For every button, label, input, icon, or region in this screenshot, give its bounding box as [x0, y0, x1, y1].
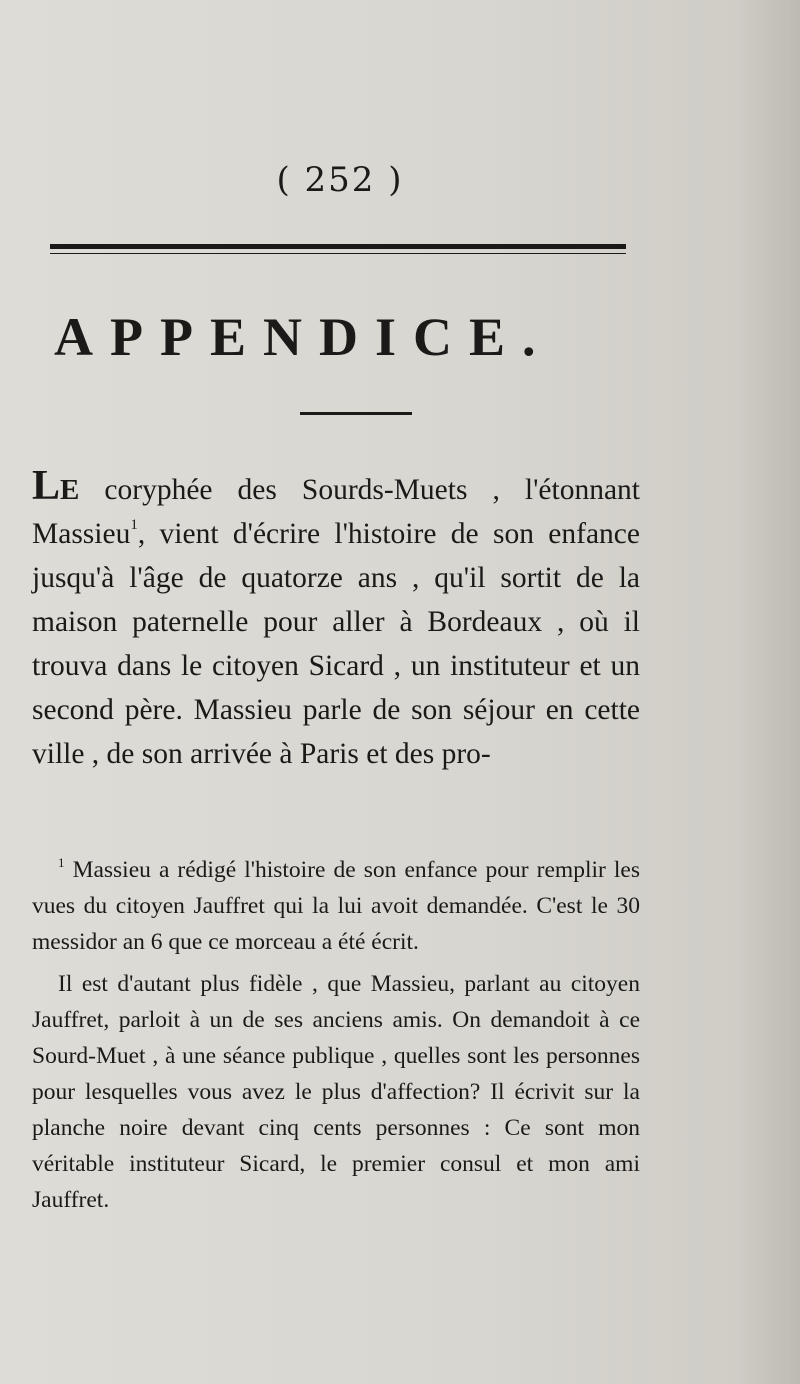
title-underline — [300, 412, 412, 415]
section-title: APPENDICE. — [54, 307, 553, 367]
footnote-paragraph-2 — [32, 966, 640, 1218]
footnote-text-1: Massieu a rédigé l'histoire de son enfance pour remplir les vues du citoyen Jauffret qui la lui avoit demandée. C'est le 30 messidor an 6 que ce morceau a été écrit. — [32, 857, 641, 955]
footnote-paragraph-1 — [32, 852, 640, 960]
footnote-block — [32, 852, 640, 1224]
main-paragraph — [32, 464, 640, 776]
footnote-text-2: Il est d'autant plus fidèle , que Massieu, parlant au citoyen Jauffret, parloit à un de ses anciens amis. On demandoit à ce Sourd-Muet , à une séance publique , quelles sont les personnes pour lesquelles vous avez le plus d'affection? Il écrivit sur la planche noire devant cinq cents personnes : Ce sont mon véritable instituteur Sicard, le premier consul et mon ami Jauffret. — [32, 971, 640, 1213]
main-text-part2: , vient d'écrire l'histoire de son enfance jusqu'à l'âge de quatorze ans , qu'il sortit de la maison paternelle pour aller à Bordeaux , où il trouva dans le citoyen Sicard , un instituteur et un second père. Massieu parle de son séjour en cette ville , de son arrivée à Paris et des pro- — [32, 518, 640, 770]
page-number: ( 252 ) — [276, 160, 404, 200]
main-text-part1: coryphée des Sourds-Muets , l'étonnant Massieu — [32, 474, 640, 550]
footnote-marker: 1 — [58, 855, 65, 870]
header-rule-thick — [50, 244, 626, 249]
footnote-reference: 1 — [130, 517, 138, 533]
header-rule-thin — [50, 253, 626, 254]
opening-word: Le — [32, 463, 80, 509]
